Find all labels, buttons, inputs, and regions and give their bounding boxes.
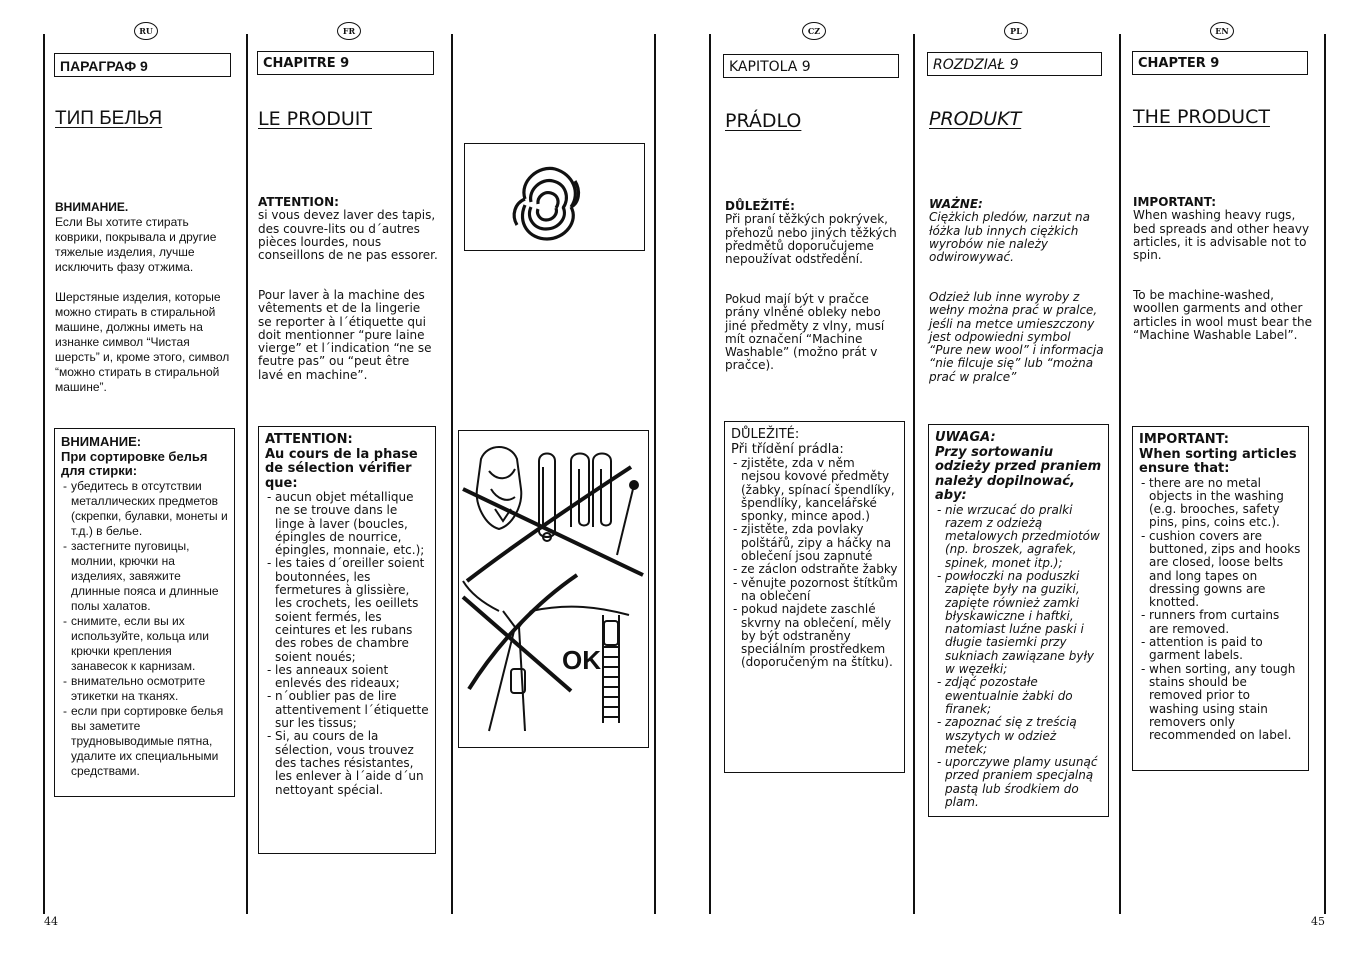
list-item: - uporczywe plamy usunąć przed praniem specjalną pastą lub środkiem do plam. (935, 756, 1102, 809)
box-subheading-pl: Przy sortowaniu odzieży przed praniem należy dopilnować, aby: (935, 444, 1102, 503)
chapter-heading-cz: KAPITOLA 9 (723, 54, 899, 78)
column-rule (913, 34, 915, 914)
list-item: - n´oublier pas de lire attentivement l´étiquette sur les tissus; (265, 690, 429, 730)
paper-clip-icon (571, 454, 611, 528)
chapter-heading-pl: ROZDZIAŁ 9 (927, 52, 1102, 76)
list-item: - attention is paid to garment labels. (1139, 636, 1302, 663)
list-item: - aucun objet métallique ne se trouve dans le linge à laver (boucles, épingles de nourrice, épingles, monnaie, etc.); (265, 491, 429, 557)
list-item: - убедитесь в отсутствии металлических предметов (скрепки, булавки, монеты и т.д.) в белье. (61, 479, 228, 539)
sorting-list-pl (935, 504, 1102, 810)
sorting-list-fr (265, 491, 429, 797)
wool-text-pl: Odzież lub inne wyroby z wełny można prać w pralce, jeśli na metce umieszczony jest odpowiedni symbol “Pure new wool” i informacja “nie filcuje się” lub “można prać w pralce” (929, 290, 1104, 384)
list-item: - zdjąć pozostałe ewentualnie żabki do firanek; (935, 676, 1102, 716)
ok-label: OK (562, 645, 601, 675)
sorting-box-en (1132, 426, 1309, 771)
box-heading-fr: ATTENTION: (265, 432, 353, 447)
chapter-heading-fr: CHAPITRE 9 (257, 51, 434, 75)
column-rule (246, 34, 248, 914)
attention-text-ru (55, 200, 235, 275)
list-item: - zjistěte, zda v něm nejsou kovové předměty (žabky, spínací špendlíky, špendlíky, kancelářské sponky, mince apod.) (731, 457, 898, 523)
attention-body-en: When washing heavy rugs, bed spreads and other heavy articles, it is advisable not to spin. (1133, 208, 1310, 263)
column-rule (451, 34, 453, 914)
box-heading-pl: UWAGA: (935, 430, 996, 445)
attention-heading-fr: ATTENTION: (258, 195, 339, 209)
box-subheading-en: When sorting articles ensure that: (1139, 446, 1297, 476)
column-rule (43, 34, 45, 914)
list-item: - pokud najdete zaschlé skvrny na oblečení, měly by být odstraněny speciálním prostředkem (doporučeným na štítku). (731, 603, 898, 669)
attention-body-cz: Při praní těžkých pokrývek, přehozů nebo jiných těžkých předmětů doporučujeme nepoužívat odstředění. (725, 212, 897, 267)
section-title-pl: PRODUKT (929, 108, 1022, 130)
chapter-heading-ru: ПАРАГРАФ 9 (54, 53, 231, 77)
sorting-list-ru (61, 479, 228, 779)
box-heading-en: IMPORTANT: (1139, 432, 1229, 447)
list-item: - les anneaux soient enlevés des rideaux; (265, 664, 429, 691)
attention-heading-cz: DŮLEŽITÉ: (725, 199, 795, 213)
closed-zipper-icon (603, 615, 619, 723)
attention-heading-pl: WAŻNE: (929, 197, 983, 211)
wool-text-en: To be machine-washed, woollen garments and other articles in wool must bear the “Machine Washable Label”. (1133, 288, 1312, 342)
list-item: - there are no metal objects in the washing (e.g. brooches, safety pins, pins, coins etc.). (1139, 477, 1302, 530)
language-badge-en: EN (1210, 22, 1234, 40)
wool-symbol-frame (464, 143, 645, 251)
box-subheading-ru: При сортировке белья для стирки: (61, 448, 208, 478)
list-item: - zapoznać się z treścią wszytych w odzież metek; (935, 716, 1102, 756)
language-badge-cz: CZ (802, 22, 826, 40)
column-rule (709, 34, 711, 914)
sorting-box-fr (258, 426, 436, 854)
list-item: - věnujte pozornost štítkům na oblečení (731, 577, 898, 604)
wool-text-fr: Pour laver à la machine des vêtements et de la lingerie se reporter à l´étiquette qui doit mentionner “pure laine vierge” et l´indication “ne se feutre pas” ou “peut être lavé en machine”. (258, 288, 432, 382)
attention-heading-en: IMPORTANT: (1133, 195, 1217, 209)
pin-icon (617, 481, 638, 555)
box-subheading-cz: Při třídění prádla: (731, 441, 844, 457)
list-item: - внимательно осмотрите этикетки на тканях. (61, 674, 228, 704)
column-rule (654, 34, 656, 914)
language-badge-pl: PL (1004, 22, 1028, 40)
list-item: - ze záclon odstraňte žabky (731, 563, 898, 576)
box-subheading-fr: Au cours de la phase de sélection vérifier que: (265, 446, 418, 491)
list-item: - runners from curtains are removed. (1139, 609, 1302, 636)
attention-text-cz (725, 200, 908, 266)
list-item: - zjistěte, zda povlaky polštářů, zipy a háčky na oblečení jsou zapnuté (731, 523, 898, 563)
attention-text-pl (929, 198, 1107, 264)
list-item: - Si, au cours de la sélection, vous trouvez des taches résistantes, les enlever à l´aide d´un nettoyant spécial. (265, 730, 429, 796)
attention-body-pl: Ciężkich pledów, narzut na łóżka lub innych ciężkich wyrobów nie należy odwirowywać. (929, 210, 1090, 265)
wool-text-ru: Шерстяные изделия, которые можно стирать в стиральной машине, должны иметь на изнанке символ “Чистая шерсть” и, кроме этого, символ “можно стирать в стиральной машине”. (55, 290, 230, 394)
page-number-left: 44 (44, 915, 58, 928)
attention-text-fr (258, 196, 438, 262)
list-item: - nie wrzucać do pralki razem z odzieżą metalowych przedmiotów (np. broszek, agrafek, spinek, monet itp.); (935, 504, 1102, 570)
brooch-icon (477, 447, 522, 529)
attention-body-fr: si vous devez laver des tapis, des couvre-lits ou d´autres pièces lourdes, nous conseillons de ne pas essorer. (258, 208, 438, 263)
sorting-box-cz (724, 421, 905, 773)
attention-body-ru: Если Вы хотите стирать коврики, покрывала и другие тяжелые изделия, лучше исключить фазу отжима. (55, 215, 217, 274)
sorting-illustration (459, 431, 648, 747)
sorting-list-cz (731, 457, 898, 670)
list-item: - les taies d´oreiller soient boutonnées, les fermetures à glissière, les crochets, les oeillets soient fermés, les ceintures et les rubans des robes de chambre soient noués; (265, 557, 429, 663)
list-item: - если при сортировке белья вы заметите трудновыводимые пятна, удалите их специальными средствами. (61, 704, 228, 779)
column-rule (1119, 34, 1121, 914)
language-badge-ru: RU (134, 22, 158, 40)
wool-mark-icon (465, 144, 644, 250)
sorting-illustration-frame (458, 430, 649, 748)
list-item: - when sorting, any tough stains should be removed prior to washing using stain removers only recommended on label. (1139, 663, 1302, 743)
page-number-right: 45 (1311, 915, 1325, 928)
language-badge-fr: FR (337, 22, 361, 40)
box-heading-cz: DŮLEŽITÉ: (731, 427, 800, 442)
column-rule (1324, 34, 1326, 914)
list-item: - powłoczki na poduszki zapięte były na guziki, zapięte również zamki błyskawiczne i haftki, natomiast luźne paski i długie tasiemki przy sukniach zawiązane były w węzełki; (935, 570, 1102, 676)
attention-heading-ru: ВНИМАНИЕ. (55, 200, 129, 214)
list-item: - cushion covers are buttoned, zips and hooks are closed, loose belts and long tapes on dressing gowns are knotted. (1139, 530, 1302, 610)
section-title-ru: ТИП БЕЛЬЯ (55, 108, 163, 129)
list-item: - застегните пуговицы, молнии, крючки на изделиях, завяжите длинные пояса и длинные полы халатов. (61, 539, 228, 614)
attention-text-en (1133, 196, 1317, 262)
section-title-en: THE PRODUCT (1133, 106, 1270, 128)
list-item: - снимите, если вы их используйте, кольца или крючки крепления занавесок к карнизам. (61, 614, 228, 674)
sorting-list-en (1139, 477, 1302, 743)
sorting-box-ru (54, 428, 235, 797)
box-heading-ru: ВНИМАНИЕ: (61, 434, 142, 449)
sorting-box-pl (928, 424, 1109, 817)
wool-text-cz: Pokud mají být v pračce prány vlněné obleky nebo jiné předměty z vlny, musí mít označení “Machine Washable” (možno prát v pračce). (725, 292, 885, 373)
chapter-heading-en: CHAPTER 9 (1132, 51, 1308, 75)
section-title-cz: PRÁDLO (725, 110, 802, 132)
section-title-fr: LE PRODUIT (258, 108, 372, 130)
